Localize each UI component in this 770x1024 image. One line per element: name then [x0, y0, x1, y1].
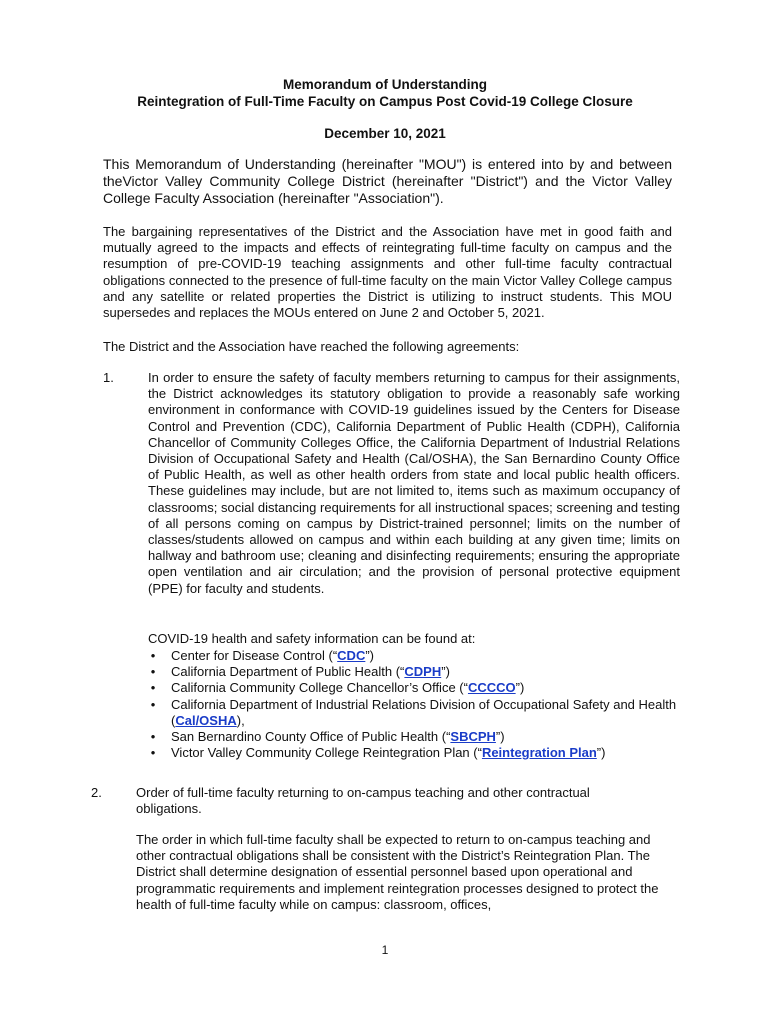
document-title: Memorandum of Understanding: [282, 77, 487, 92]
cccco-link[interactable]: CCCCO: [467, 680, 516, 696]
sbcph-link[interactable]: SBCPH: [450, 729, 496, 745]
document-date: December 10, 2021: [324, 126, 446, 141]
item-2-heading: Order of full-time faculty returning to on-campus teaching and other contractual obligations.: [136, 785, 590, 817]
page-number: 1: [381, 943, 389, 957]
bullet-icon: •: [150, 664, 156, 680]
bullet-icon: •: [150, 696, 156, 712]
list-item: • San Bernardino County Office of Public Health (“SBCPH”): [148, 729, 680, 745]
cdc-link[interactable]: CDC: [337, 648, 366, 663]
list-item: • Center for Disease Control (“CDC”): [148, 648, 680, 664]
list-item: • California Department of Industrial Relations Division of Occupational Safety and Health (Cal/OSHA),: [148, 697, 680, 729]
document-subtitle: Reintegration of Full-Time Faculty on Campus Post Covid-19 College Closure: [137, 94, 633, 109]
bullet-icon: •: [150, 745, 156, 761]
list-item: • California Community College Chancellor’s Office (“CCCCO”): [148, 680, 680, 696]
covid-info-intro: COVID-19 health and safety information can be found at:: [148, 631, 476, 646]
item-1-text: In order to ensure the safety of faculty members returning to campus for their assignments, the District acknowledges its statutory obligation to provide a reasonably safe working environment in conformance with COVID-19 guidelines issued by the Centers for Disease Control and Prevention (CDC), California Department of Public Health (CDPH), California Chancellor of Community Colleges Office, the California Department of Industrial Relations Division of Occupational Safety and Health (Cal/OSHA), the San Bernardino County Office of Public Health, as well as other health orders from state and local public health officers. These guidelines may include, but are not limited to, items such as maximum occupancy of classrooms; social distancing requirements for all instructional spaces; screening and testing of all persons coming on campus by District-trained personnel; limits on the number of classes/students allowed on campus and within each building at any given time; limits on hallway and bathroom use; cleaning and disinfecting requirements; ensuring the appropriate open ventilation and air circulation; and the provision of personal protective equipment (PPE) for faculty and students.: [148, 370, 680, 596]
bullet-icon: •: [150, 648, 156, 663]
item-2-text: The order in which full-time faculty shall be expected to return to on-campus teaching and other contractual obligations shall be consistent with the District’s Reintegration Plan. The District shall determine designation of essential personnel based upon operational and programmatic requirements and implement reintegration processes designed to protect the health of full-time faculty while on campus: classroom, offices,: [136, 832, 659, 912]
bargaining-paragraph: The bargaining representatives of the District and the Association have met in good faith and mutually agreed to the impacts and effects of reintegrating full-time faculty on campus and the resumption of pre-COVID-19 teaching assignments and other full-time faculty contractual obligations connected to the presence of full-time faculty on the main Victor Valley College campus and any satellite or related properties the District is utilizing to instruct students. This MOU supersedes and replaces the MOUs entered on June 2 and October 5, 2021.: [103, 224, 672, 321]
item-1-number: 1.: [103, 370, 114, 385]
cal-osha-link[interactable]: Cal/OSHA: [175, 712, 237, 728]
bullet-icon: •: [150, 680, 156, 696]
list-item: • Victor Valley Community College Reintegration Plan (“Reintegration Plan”): [148, 745, 680, 761]
bullet-icon: •: [150, 729, 156, 745]
agreements-intro: The District and the Association have reached the following agreements:: [103, 339, 520, 354]
cdph-link[interactable]: CDPH: [404, 664, 442, 680]
covid-info-list: [148, 648, 680, 761]
list-item: • California Department of Public Health (“CDPH”): [148, 664, 680, 680]
intro-paragraph: This Memorandum of Understanding (hereinafter "MOU") is entered into by and between theVictor Valley Community College District (hereinafter "District") and the Victor Valley College Faculty Association (hereinafter "Association").: [103, 156, 672, 206]
reintegration-plan-link[interactable]: Reintegration Plan: [481, 745, 597, 761]
item-2-number: 2.: [91, 785, 102, 800]
